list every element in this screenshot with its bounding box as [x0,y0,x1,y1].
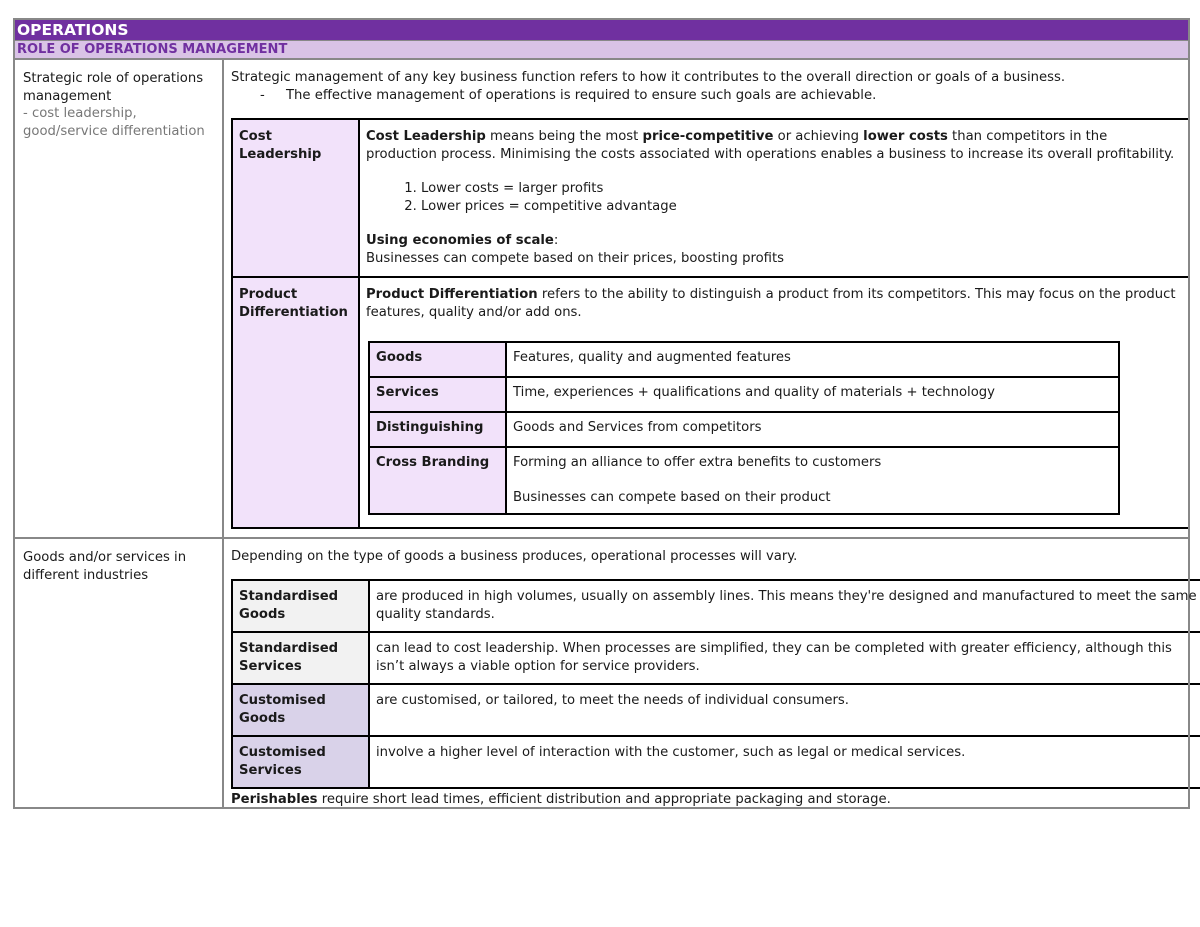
cost-benefits-list [366,180,1182,216]
differentiation-table [368,341,1120,515]
cost-leadership-term: Cost Leadership [366,129,486,144]
gs-key: Customised Services [232,736,369,788]
cost-leadership-row [232,119,1189,277]
perishables-term: Perishables [231,791,318,807]
table-row [232,580,1200,632]
product-differentiation-label: Product Differentiation [232,277,359,528]
cost-leadership-text [366,128,1182,164]
cost-leadership-label: Cost Leadership [232,119,359,277]
bullet-dash: - [260,87,265,103]
cross-branding-text: Forming an alliance to offer extra benefits to customers [513,455,882,470]
main-table [13,58,1197,809]
table-row [369,342,1119,377]
gs-key: Standardised Goods [232,580,369,632]
economies-of-scale-heading [366,232,1182,250]
goods-services-intro: Depending on the type of goods a business produces, operational processes will vary. [231,549,798,564]
diff-key: Cross Branding [369,447,506,514]
diff-value: Features, quality and augmented features [506,342,1119,377]
document-sheet [13,18,1197,809]
table-row [369,377,1119,412]
cost-text-part2: or achieving [773,129,864,144]
product-differentiation-term: Product Differentiation [366,287,538,302]
goods-services-title: Goods and/or services in different industries [23,550,187,583]
product-text: refers to the ability to distinguish a product from its competitors. This may focus on the product features, quality and/or add ons. [366,287,1176,320]
goods-services-row [14,538,1189,808]
diff-value [506,447,1119,514]
product-differentiation-row [232,277,1189,528]
strategic-intro-text: Strategic management of any key business function refers to how it contributes to the overall direction or goals of a business. [231,70,1066,85]
page-title: OPERATIONS [13,18,1190,40]
gs-value: can lead to cost leadership. When processes are simplified, they can be completed with greater efficiency, although this isn’t always a viable option for service providers. [369,632,1200,684]
gs-value: are produced in high volumes, usually on assembly lines. This means they're designed and manufactured to meet the same quality standards. [369,580,1200,632]
diff-value: Time, experiences + qualifications and quality of materials + technology [506,377,1119,412]
strategic-role-subtitle: - cost leadership, good/service differentiation [23,106,205,139]
eos-title: Using economies of scale [366,233,554,248]
table-row [232,736,1200,788]
perishables-note [224,789,1188,807]
table-row [232,684,1200,736]
table-row [369,412,1119,447]
cost-leadership-desc [359,119,1189,277]
diff-key: Goods [369,342,506,377]
cost-text-part3: than competitors in the production process. Minimising the costs associated with operations enables a business to increase its overall profitability. [366,129,1175,162]
strategy-types-table [231,118,1190,529]
gs-key: Customised Goods [232,684,369,736]
price-competitive-term: price-competitive [642,129,774,144]
lower-costs-term: lower costs [863,129,948,144]
product-differentiation-text [366,286,1182,322]
goods-services-table [231,579,1200,789]
eos-colon: : [553,233,559,248]
goods-services-right-cell [223,538,1197,808]
strategic-role-right-cell [223,59,1189,538]
diff-key: Distinguishing [369,412,506,447]
economies-of-scale-text: Businesses can compete based on their prices, boosting profits [366,251,785,266]
table-row [369,447,1119,514]
list-item: 1. Lower costs = larger profits [421,180,1182,198]
section-subtitle: ROLE OF OPERATIONS MANAGEMENT [13,40,1190,58]
gs-value: are customised, or tailored, to meet the needs of individual consumers. [369,684,1200,736]
list-item: 2. Lower prices = competitive advantage [421,198,1182,216]
product-differentiation-desc [359,277,1189,528]
strategic-role-row [14,59,1189,538]
strategic-role-left-cell [14,59,223,538]
diff-value: Goods and Services from competitors [506,412,1119,447]
goods-services-left-cell [14,538,223,808]
diff-key: Services [369,377,506,412]
strategic-role-title: Strategic role of operations management [23,71,204,104]
gs-key: Standardised Services [232,632,369,684]
gs-value: involve a higher level of interaction with the customer, such as legal or medical services. [369,736,1200,788]
table-row [232,632,1200,684]
strategic-bullet [231,87,1188,105]
cost-text-part1: means being the most [485,129,643,144]
strategic-bullet-text: The effective management of operations is required to ensure such goals are achievable. [286,87,877,103]
cross-branding-text-2: Businesses can compete based on their product [513,490,831,505]
perishables-text: require short lead times, efficient distribution and appropriate packaging and storage. [317,791,891,807]
